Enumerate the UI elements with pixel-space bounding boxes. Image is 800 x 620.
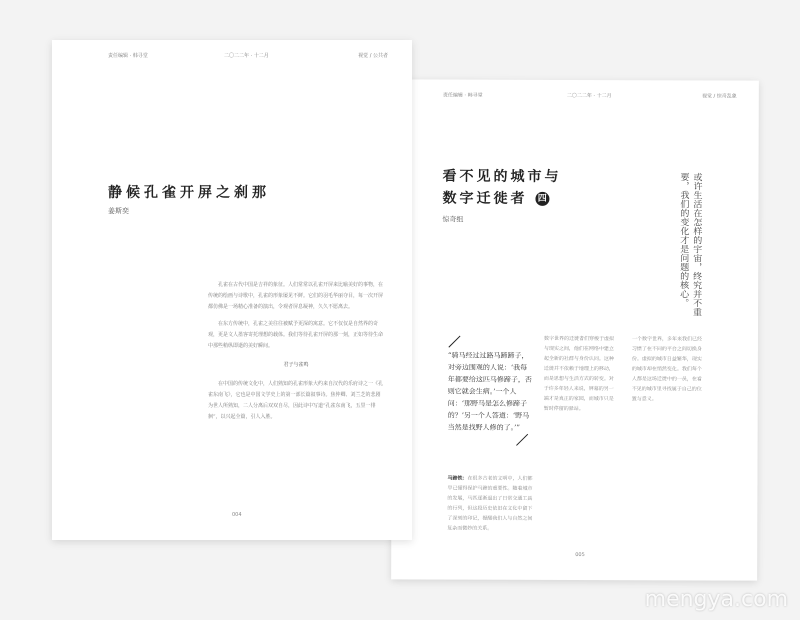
issue-number-badge: 四	[535, 192, 549, 206]
lead-term: 马蹄铁：	[447, 475, 468, 482]
article-author: 惊奇组	[442, 215, 464, 224]
article-body	[208, 280, 384, 429]
text-column	[632, 334, 704, 410]
left-page	[52, 40, 412, 540]
column-text: 一个数字世界，多年来我们已经习惯了在不同的平台之间切换身份。虚拟的城市日益繁华，现实的城市却在悄然变化。我们每个人都是这场迁徙中的一员，在看不见的城市里寻找属于自己的位置与意义。	[631, 336, 702, 403]
article-title	[442, 166, 561, 210]
text-column	[447, 474, 533, 540]
article-title: 静候孔雀开屏之刹那	[108, 185, 270, 201]
watermark: mengya.com	[644, 587, 788, 612]
right-header-editor: 责任编辑 · 韩寻堂	[442, 92, 483, 99]
slash-decoration	[448, 336, 460, 348]
column-text: 数字世界的迁徙者们穿梭于虚拟与现实之间，他们在网络中建立起全新的社群与身份认同。这种迁徙并不依赖于地理上的移动，而是思想与生活方式的转变。对于许多年轻人来说，屏幕的另一端才是真正的家园，而城市只是暂时停留的驿站。	[543, 335, 614, 413]
right-header-date: 二〇二二年 · 十二月	[566, 92, 612, 100]
article-author: 姜斯奕	[108, 207, 129, 215]
left-header-editor: 责任编辑 · 韩寻堂	[108, 53, 148, 59]
body-paragraph: 孔雀在古代中国是吉祥的象征。人们常常以孔雀开屏来比喻美好的事物，在传统的绘画与诗歌中，孔雀的形象屡见不鲜。它们的羽毛华丽夺目，每一次开屏都仿佛是一场精心准备的演出，令观者屏息凝神，久久不愿离去。	[208, 282, 384, 310]
left-header-date: 二〇二二年 · 十二月	[224, 53, 269, 59]
left-header-section: 视觉 / 公共者	[358, 53, 388, 59]
page-number: 004	[232, 512, 242, 518]
right-page	[391, 79, 759, 580]
title-line: 看不见的城市与	[442, 168, 562, 185]
text-column	[544, 334, 616, 420]
title-line-with-badge	[442, 188, 561, 210]
page-number: 005	[575, 552, 585, 559]
body-paragraph: 在中国的传统文化中，人们熟知的孔雀形象大约来自汉代的乐府诗之一《孔雀东南飞》，它也是中国文学史上的第一部长篇叙事诗。焦仲卿、刘兰芝的悲剧为世人所熟知，二人分离后双双自尽，因此诗中写道“孔雀东南飞，五里一徘徊”，以兴起全篇，引人入胜。	[208, 381, 384, 420]
title-line: 数字迁徙者	[442, 190, 528, 207]
right-header-section: 视觉 / 惊奇乱象	[701, 93, 737, 100]
vertical-quote: 或许生活在怎样的宇宙，终究并不重要，我们的变化才是问题的核心。	[678, 172, 702, 317]
section-subheading: 君子与雀鸣	[283, 362, 309, 368]
column-text: 在很多古老的文明中，人们都早已懂得保护马蹄的重要性。随着城市的发展，马匹逐渐退出了日常交通工具的行列，但这段历史依旧在文化中留下了深刻的印记，提醒我们人与自然之间复杂而微妙的关系。	[447, 475, 533, 532]
slash-decoration	[516, 434, 528, 446]
pull-quote: “骑马经过过路马蹄蹄子，对旁边围观的人说：‘我每年都要给这匹马修蹄子，否则它就会生病。’一个人问：‘那野马是怎么修蹄子的？’另一个人答道：‘野马当然是找野人修的了。’”	[447, 351, 532, 432]
body-paragraph: 在东方传统中，孔雀之美往往被赋予更深的寓意。它不仅仅是自然界的奇观，更是文人墨客寄托理想的载体。我们等待孔雀开屏的那一刻，正如等待生命中那些稍纵即逝的美好瞬间。	[208, 321, 384, 349]
